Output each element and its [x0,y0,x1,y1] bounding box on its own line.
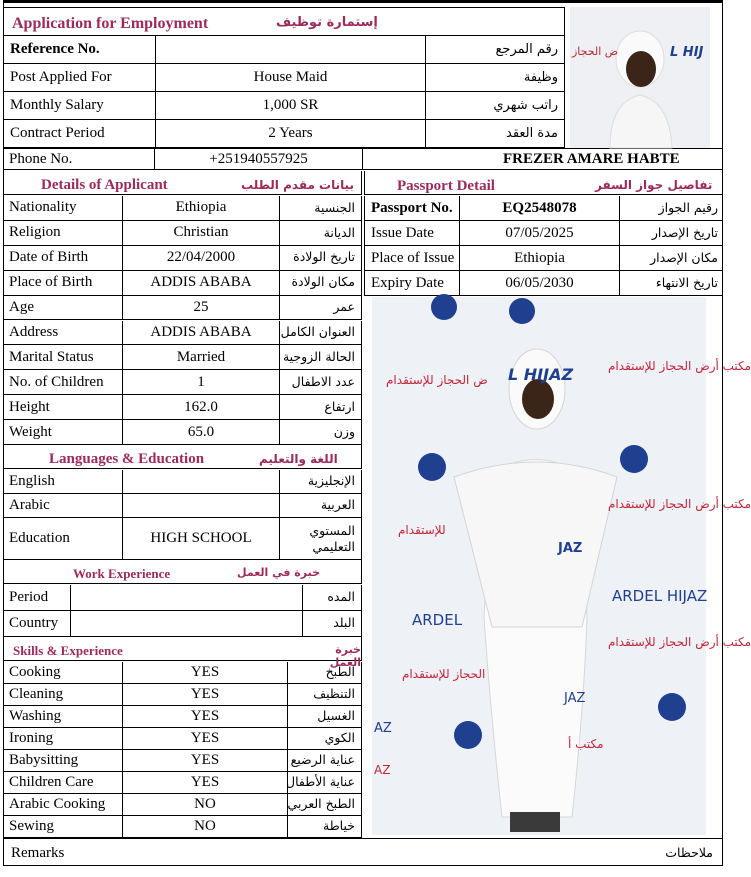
post-label: Post Applied For [4,64,156,91]
work-label: Period [3,585,71,610]
skill-row [3,750,362,772]
passport-label-ar: تاريخ الانتهاء [655,274,718,290]
applicant-value: Ethiopia [123,196,280,220]
skill-value: YES [123,662,288,683]
photo-banner-ar-4: مكتب أرض الحجاز للإستقدام [608,497,751,511]
work-value [71,611,303,636]
applicant-label-ar: عدد الاطفال [291,373,355,389]
passport-header-ar: تفاصيل جواز السفر [595,178,713,192]
skill-value: NO [123,816,288,837]
applicant-label: Address [3,321,123,345]
applicant-label: Weight [3,420,123,444]
applicant-value: 65.0 [123,420,280,444]
post-value: House Maid [156,64,426,91]
skill-row [3,662,362,684]
reference-label: Reference No. [4,36,156,63]
photo-banner-ar-6: الحجاز للإستقدام [402,667,486,681]
photo-banner-ar-1: ض الحجاز للإستقدام [386,373,488,387]
applicant-value: ADDIS ABABA [123,271,280,295]
applicant-label-ar: عمر [333,299,355,315]
applicant-label-ar: ارتفاع [324,398,355,414]
headshot-illustration [570,7,710,148]
photo-banner-jaz-1: JAZ [558,541,583,556]
applicant-label: Date of Birth [3,246,123,270]
language-label: Arabic [3,494,123,517]
skill-label: Babysitting [3,750,123,771]
applicant-row [3,321,362,346]
photo-banner-az-1: AZ [374,721,392,736]
headshot-partial-en: L HIJ [670,45,704,60]
passport-value: 06/05/2030 [460,271,620,295]
skill-label: Ironing [3,728,123,749]
passport-value: EQ2548078 [460,196,620,220]
applicant-label-ar: الجنسية [314,199,355,215]
language-row [3,518,362,560]
applicant-header-ar: بيانات مقدم الطلب [241,178,355,192]
work-row [3,585,362,611]
language-value [123,494,280,517]
skill-row [3,794,362,816]
salary-label-ar: راتب شهري [493,98,558,113]
skill-label: Arabic Cooking [3,794,123,815]
applicant-label: Nationality [3,196,123,220]
skill-label-ar: الكوي [324,730,355,746]
photo-banner-en-2: ARDEL HIJAZ [612,587,708,605]
applicant-value: 22/04/2000 [123,246,280,270]
skill-row [3,772,362,794]
passport-value: 07/05/2025 [460,221,620,245]
work-header-ar: خبرة في العمل [237,566,321,579]
applicant-row [3,196,362,221]
languages-header [3,445,362,469]
post-label-ar: وظيفة [523,70,558,85]
passport-label-ar: مكان الإصدار [650,249,718,265]
applicant-label-ar: مكان الولادة [291,274,355,290]
skill-label: Cleaning [3,684,123,705]
form-title-row [3,7,565,36]
skill-label-ar: الطبخ [325,664,355,680]
top-row-contract [3,120,565,148]
salary-label: Monthly Salary [4,92,156,119]
top-row-post [3,64,565,92]
skill-value: YES [123,772,288,793]
skill-value: YES [123,728,288,749]
applicant-label: Marital Status [3,345,123,369]
applicant-value: 162.0 [123,395,280,419]
applicant-label-ar: وزن [333,423,355,439]
applicant-row [3,345,362,370]
applicant-value: Married [123,345,280,369]
work-value [71,585,303,610]
passport-header-en: Passport Detail [397,178,495,194]
applicant-label: No. of Children [3,370,123,394]
passport-header [364,171,723,195]
contract-label: Contract Period [4,120,156,147]
applicant-row [3,221,362,246]
applicant-row [3,296,362,321]
skill-value: YES [123,684,288,705]
language-label-ar: العربية [320,497,355,513]
skill-label: Cooking [3,662,123,683]
work-label-ar: البلد [333,615,355,631]
applicant-value: 1 [123,370,280,394]
skill-row [3,684,362,706]
phone-row [3,148,723,170]
applicant-label-ar: الديانة [323,224,355,240]
skill-label-ar: عناية الأطفال [286,774,355,790]
contract-value: 2 Years [156,120,426,147]
passport-label: Passport No. [365,196,460,220]
skill-label-ar: الطبخ العربي [287,796,355,812]
language-value [123,470,280,493]
remarks-row [3,838,723,866]
form-title-en: Application for Employment [12,15,209,32]
passport-label-ar: تاريخ الإصدار [651,224,718,240]
skill-value: YES [123,750,288,771]
skill-value: NO [123,794,288,815]
skill-row [3,728,362,750]
skills-header [3,637,362,669]
skill-row [3,816,362,838]
top-row-salary [3,92,565,120]
passport-row [364,271,723,296]
phone-label: Phone No. [3,149,155,170]
languages-header-ar: اللغة والتعليم [259,452,338,466]
skill-label-ar: خياطة [323,818,355,834]
language-row [3,470,362,494]
applicant-value: 25 [123,296,280,320]
skill-label: Children Care [3,772,123,793]
languages-header-en: Languages & Education [49,451,205,467]
work-header [3,560,362,584]
photo-banner-ar-7: مكتب أ [568,737,604,751]
applicant-value: Christian [123,221,280,245]
applicant-label: Height [3,395,123,419]
passport-row [364,196,723,221]
skill-row [3,706,362,728]
applicant-row [3,420,362,445]
skills-header-ar: خبرة العمل [329,643,361,669]
work-header-en: Work Experience [73,566,171,581]
applicant-label: Place of Birth [3,271,123,295]
passport-label: Expiry Date [365,271,460,295]
applicant-name: FREZER AMARE HABTE [503,151,680,167]
applicant-row [3,395,362,420]
passport-row [364,246,723,271]
applicant-label-ar: تاريخ الولادة [293,249,355,265]
applicant-label: Religion [3,221,123,245]
language-label: English [3,470,123,493]
remarks-label: Remarks [11,844,65,861]
language-row [3,494,362,518]
headshot-partial-ar: ض الحجاز [572,45,619,58]
passport-label-ar: رقيم الجواز [658,199,718,215]
full-body-photo [372,297,751,835]
photo-banner-az-2: AZ [374,763,391,777]
skill-label: Washing [3,706,123,727]
contract-label-ar: مدة العقد [506,126,558,141]
photo-banner-jaz-2: JAZ [564,691,586,706]
salary-value: 1,000 SR [156,92,426,119]
language-label: Education [3,518,123,559]
language-value: HIGH SCHOOL [123,518,280,559]
passport-row [364,221,723,246]
applicant-row [3,370,362,395]
language-label-ar: الإنجليزية [307,473,355,489]
language-label-ar: المستوي التعليمي [309,522,355,554]
skill-label-ar: التنظيف [313,686,355,702]
work-label-ar: المده [327,589,355,605]
photo-banner-en-3: ARDEL [412,611,463,629]
photo-banner-en-1: L HIJAZ [508,365,574,384]
photo-banner-ar-3: للإستقدام [398,523,446,537]
applicant-row [3,246,362,271]
applicant-row [3,271,362,296]
passport-label: Issue Date [365,221,460,245]
photo-banner-ar-5: مكتب أرض الحجاز للإستقدام [608,635,751,649]
skill-label-ar: عناية الرضيع [290,752,355,768]
reference-value [156,36,426,63]
phone-value: +251940557925 [155,149,363,170]
form-title-ar: إستمارة توظيف [276,15,378,30]
reference-label-ar: رقم المرجع [495,42,558,57]
work-row [3,611,362,637]
skills-header-en: Skills & Experience [13,643,123,658]
top-row-reference [3,36,565,64]
photo-banner-ar-2: مكتب أرض الحجاز للإستقدام [608,359,751,373]
applicant-label-ar: العنوان الكامل [280,324,355,340]
passport-value: Ethiopia [460,246,620,270]
skill-label-ar: الغسيل [317,708,355,724]
passport-label: Place of Issue [365,246,460,270]
applicant-label-ar: الحالة الزوجية [282,349,355,365]
headshot-photo [570,7,710,148]
applicant-header-en: Details of Applicant [41,177,168,193]
work-label: Country [3,611,71,636]
skill-value: YES [123,706,288,727]
skill-label: Sewing [3,816,123,837]
remarks-label-ar: ملاحظات [665,844,713,860]
applicant-header [3,171,362,195]
applicant-label: Age [3,296,123,320]
applicant-value: ADDIS ABABA [123,321,280,345]
